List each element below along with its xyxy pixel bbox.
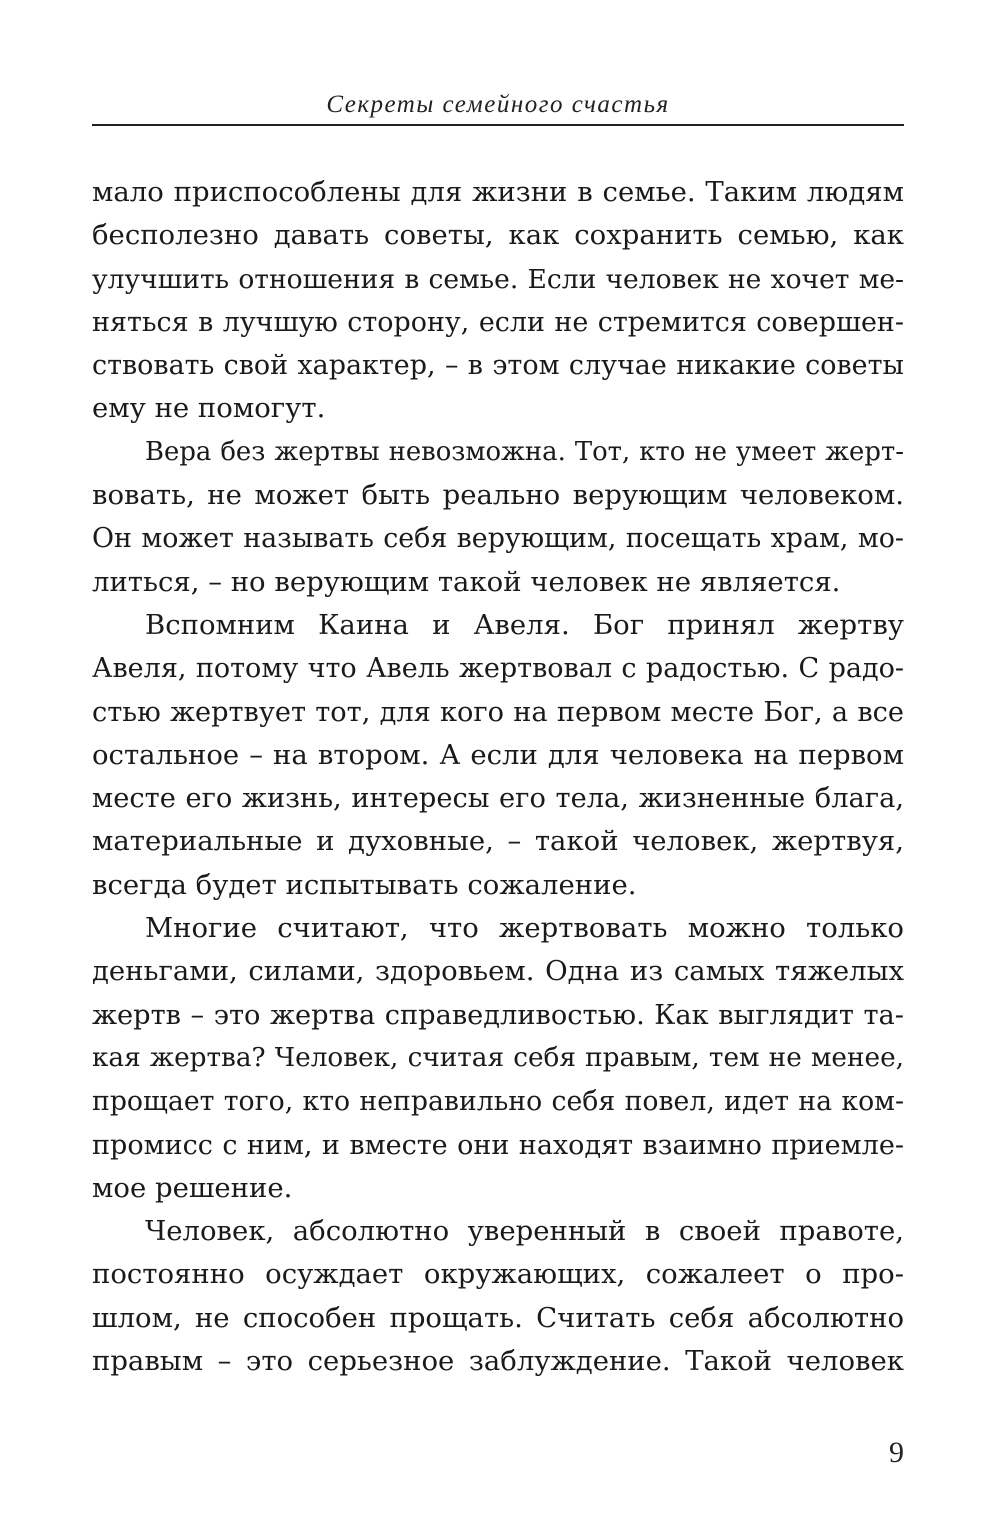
text-line: шлом, не способен прощать. Считать себя абсолютно xyxy=(92,1301,904,1334)
text-line: Авеля, потому что Авель жертвовал с радостью. С радо- xyxy=(92,653,904,685)
text-line: всегда будет испытывать сожаление. xyxy=(92,868,637,901)
header-rule xyxy=(92,124,904,126)
text-line: мое решение. xyxy=(92,1171,293,1204)
text-line: Вспомним Каина и Авеля. Бог принял жертву xyxy=(145,608,904,641)
text-line: стью жертвует тот, для кого на первом месте Бог, а все xyxy=(92,696,904,728)
text-line: литься, – но верующим такой человек не является. xyxy=(92,565,841,598)
paragraph xyxy=(92,907,904,1210)
text-line: бесполезно давать советы, как сохранить семью, как xyxy=(92,219,904,252)
text-line: жертв – это жертва справедливостью. Как выглядит та- xyxy=(92,999,904,1031)
text-line: ствовать свой характер, – в этом случае никакие советы xyxy=(92,350,904,382)
text-line: улучшить отношения в семье. Если человек не хочет ме- xyxy=(92,263,904,295)
text-line: деньгами, силами, здоровьем. Одна из самых тяжелых xyxy=(92,955,904,988)
text-line: няться в лучшую сторону, если не стремится совершен- xyxy=(92,306,904,338)
text-line: Человек, абсолютно уверенный в своей правоте, xyxy=(145,1215,904,1248)
text-line: прощает того, кто неправильно себя повел, идет на ком- xyxy=(92,1086,904,1118)
paragraph xyxy=(92,604,904,907)
body-text xyxy=(92,171,904,1383)
text-line: месте его жизнь, интересы его тела, жизненные блага, xyxy=(92,783,904,815)
text-line: правым – это серьезное заблуждение. Такой человек xyxy=(92,1345,904,1378)
running-head: Секреты семейного счастья xyxy=(326,91,670,118)
text-line: постоянно осуждает окружающих, сожалеет о про- xyxy=(92,1258,904,1291)
text-line: ему не помогут. xyxy=(92,392,326,425)
text-line: Вера без жертвы невозможна. Тот, кто не умеет жерт- xyxy=(145,436,904,467)
text-line: кая жертва? Человек, считая себя правым, тем не менее, xyxy=(92,1042,904,1073)
paragraph xyxy=(92,171,904,431)
text-line: мало приспособлены для жизни в семье. Таким людям xyxy=(92,176,904,208)
text-line: вовать, не может быть реально верующим человеком. xyxy=(92,479,904,512)
page-number: 9 xyxy=(889,1436,904,1469)
text-line: остальное – на втором. А если для человека на первом xyxy=(92,738,904,771)
text-line: материальные и духовные, – такой человек, жертвуя, xyxy=(92,825,904,858)
text-line: промисс с ним, и вместе они находят взаимно приемле- xyxy=(92,1129,904,1161)
paragraph xyxy=(92,431,904,604)
text-line: Он может называть себя верующим, посещать храм, мо- xyxy=(92,523,904,555)
text-line: Многие считают, что жертвовать можно только xyxy=(145,912,904,945)
paragraph xyxy=(92,1210,904,1383)
